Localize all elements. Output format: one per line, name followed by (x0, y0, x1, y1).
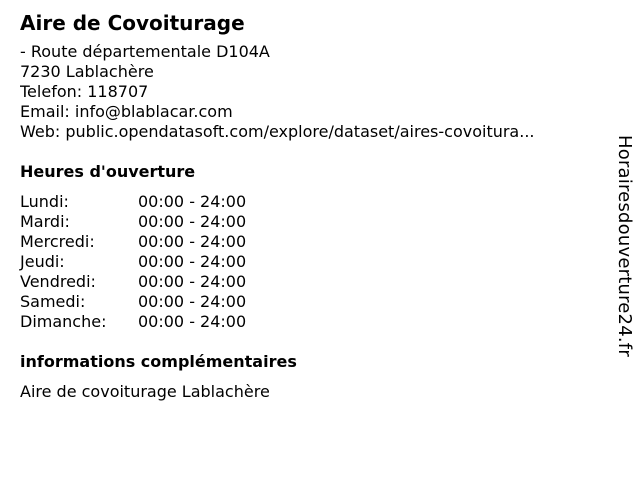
site-watermark: Horairesdouverture24.fr (614, 135, 635, 357)
day-label: Mercredi: (20, 232, 95, 251)
address-street: - Route départementale D104A (20, 42, 270, 61)
website-link: Web: public.opendatasoft.com/explore/dataset/aires-covoitura... (20, 122, 535, 141)
email-address: Email: info@blablacar.com (20, 102, 233, 121)
day-label: Lundi: (20, 192, 69, 211)
hours-row-thursday (20, 252, 600, 272)
day-label: Mardi: (20, 212, 70, 231)
hours-value: 00:00 - 24:00 (138, 232, 247, 251)
place-title: Aire de Covoiturage (20, 11, 245, 35)
hours-value: 00:00 - 24:00 (138, 292, 247, 311)
hours-row-friday (20, 272, 600, 292)
opening-hours-table (20, 192, 600, 332)
place-details (20, 10, 600, 402)
hours-row-wednesday (20, 232, 600, 252)
day-label: Vendredi: (20, 272, 96, 291)
hours-value: 00:00 - 24:00 (138, 212, 247, 231)
hours-value: 00:00 - 24:00 (138, 252, 247, 271)
address-city: 7230 Lablachère (20, 62, 154, 81)
day-label: Samedi: (20, 292, 86, 311)
hours-row-sunday (20, 312, 600, 332)
day-label: Dimanche: (20, 312, 107, 331)
phone-number: Telefon: 118707 (20, 82, 149, 101)
hours-row-tuesday (20, 212, 600, 232)
opening-hours-heading: Heures d'ouverture (20, 162, 196, 181)
additional-info-heading: informations complémentaires (20, 352, 297, 371)
hours-value: 00:00 - 24:00 (138, 272, 247, 291)
hours-value: 00:00 - 24:00 (138, 312, 247, 331)
day-label: Jeudi: (20, 252, 65, 271)
additional-info-text: Aire de covoiturage Lablachère (20, 382, 270, 401)
hours-row-saturday (20, 292, 600, 312)
hours-row-monday (20, 192, 600, 212)
hours-value: 00:00 - 24:00 (138, 192, 247, 211)
